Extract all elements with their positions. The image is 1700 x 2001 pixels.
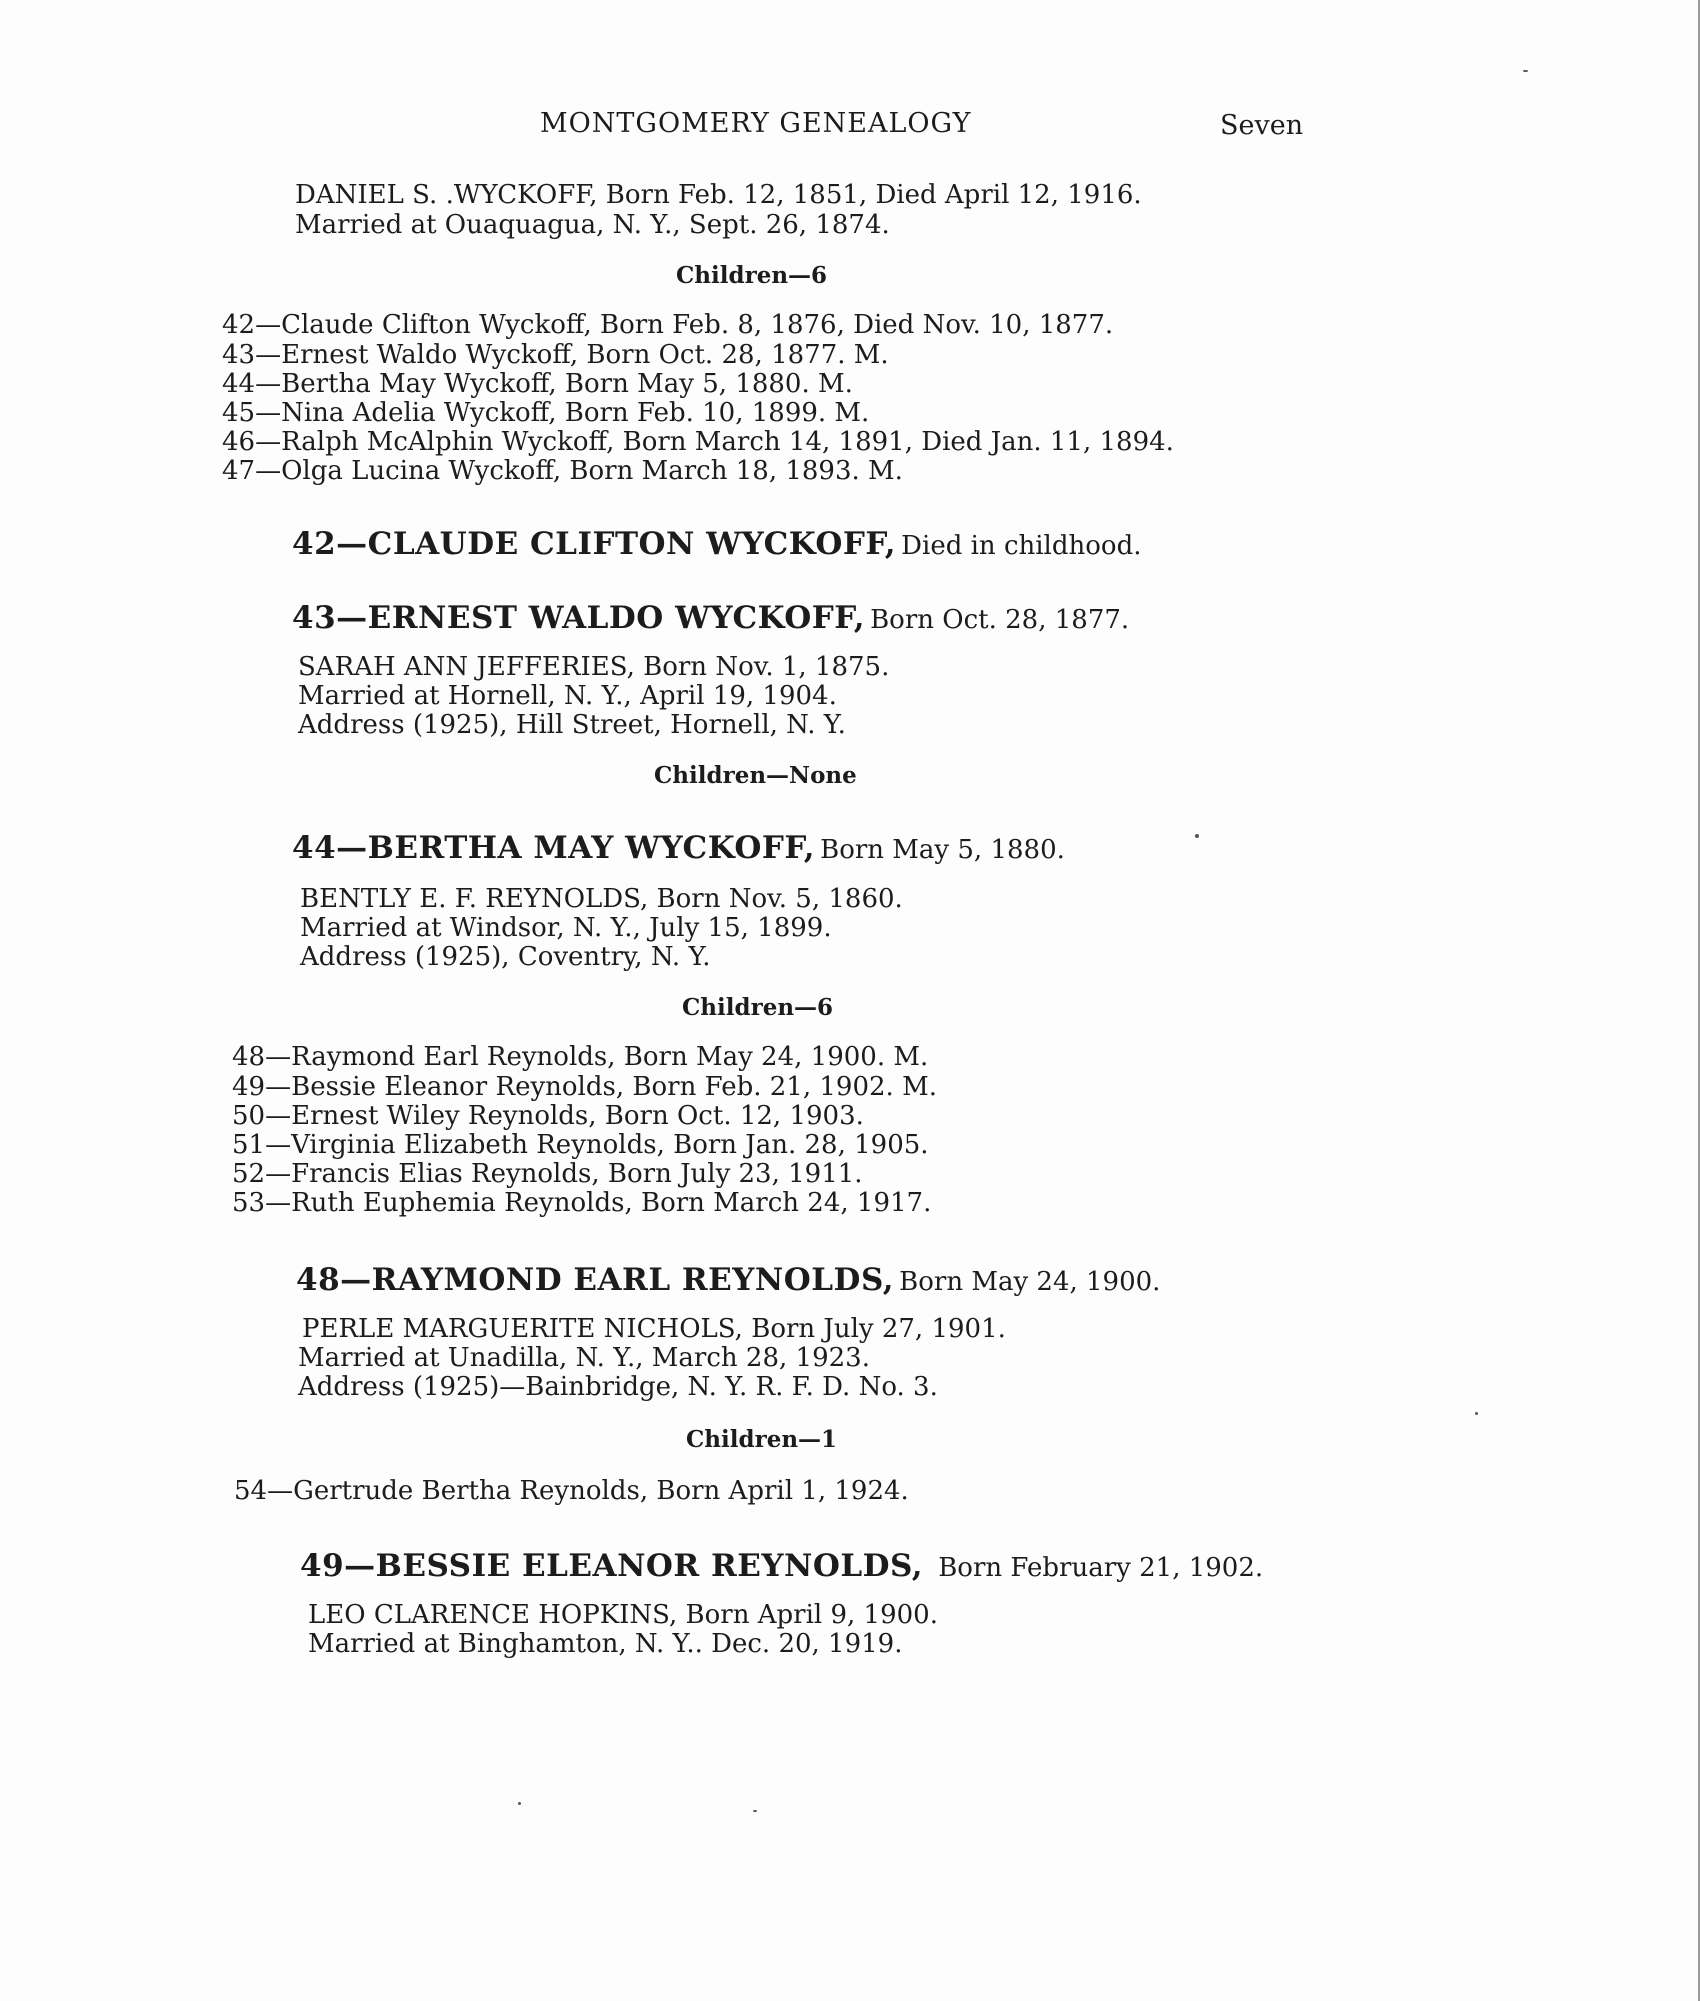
spouse-line: LEO CLARENCE HOPKINS, Born April 9, 1900. (308, 1600, 938, 1630)
entry-heading-48 (296, 1262, 1160, 1298)
entry-name: 48—RAYMOND EARL REYNOLDS, (296, 1262, 895, 1298)
entry-info: Born Oct. 28, 1877. (870, 605, 1130, 635)
entry-name: 43—ERNEST WALDO WYCKOFF, (292, 600, 865, 636)
child-entry: 44—Bertha May Wyckoff, Born May 5, 1880. M. (222, 369, 853, 399)
scan-speck (753, 1810, 757, 1812)
page-header-title: MONTGOMERY GENEALOGY (540, 108, 972, 139)
child-entry: 49—Bessie Eleanor Reynolds, Born Feb. 21, 1902. M. (232, 1072, 937, 1102)
scan-speck (518, 1802, 521, 1805)
child-entry: 47—Olga Lucina Wyckoff, Born March 18, 1893. M. (222, 456, 903, 486)
ernest-children-label: Children—None (654, 762, 857, 789)
bertha-children-label: Children—6 (682, 994, 834, 1021)
entry-heading-44 (292, 830, 1065, 866)
address-line: Address (1925), Coventry, N. Y. (300, 942, 711, 972)
child-entry: 46—Ralph McAlphin Wyckoff, Born March 14, 1891, Died Jan. 11, 1894. (222, 427, 1174, 457)
child-entry: 43—Ernest Waldo Wyckoff, Born Oct. 28, 1877. M. (222, 340, 889, 370)
child-entry: 50—Ernest Wiley Reynolds, Born Oct. 12, 1903. (232, 1101, 864, 1131)
spouse-line: SARAH ANN JEFFERIES, Born Nov. 1, 1875. (298, 652, 890, 682)
entry-info: Born February 21, 1902. (938, 1553, 1264, 1583)
entry-name: 42—CLAUDE CLIFTON WYCKOFF, (292, 526, 897, 562)
daniel-children-label: Children—6 (676, 262, 828, 289)
entry-heading-49 (300, 1548, 1263, 1584)
scan-speck (1195, 834, 1199, 838)
child-entry: 53—Ruth Euphemia Reynolds, Born March 24, 1917. (232, 1188, 932, 1218)
spouse-line: PERLE MARGUERITE NICHOLS, Born July 27, 1901. (302, 1314, 1006, 1344)
raymond-children-label: Children—1 (686, 1426, 838, 1453)
child-entry: 42—Claude Clifton Wyckoff, Born Feb. 8, 1876, Died Nov. 10, 1877. (222, 310, 1114, 340)
entry-heading-42 (292, 526, 1141, 562)
marriage-line: Married at Unadilla, N. Y., March 28, 1923. (298, 1343, 870, 1373)
entry-info: Born May 5, 1880. (820, 835, 1065, 865)
entry-info: Died in childhood. (901, 531, 1142, 561)
child-entry: 51—Virginia Elizabeth Reynolds, Born Jan. 28, 1905. (232, 1130, 929, 1160)
address-line: Address (1925), Hill Street, Hornell, N. Y. (298, 710, 846, 740)
child-entry: 48—Raymond Earl Reynolds, Born May 24, 1900. M. (232, 1042, 929, 1072)
spouse-line: BENTLY E. F. REYNOLDS, Born Nov. 5, 1860. (300, 884, 903, 914)
address-line: Address (1925)—Bainbridge, N. Y. R. F. D. No. 3. (298, 1372, 938, 1402)
daniel-marriage-line: Married at Ouaquagua, N. Y., Sept. 26, 1874. (295, 210, 890, 240)
child-entry: 52—Francis Elias Reynolds, Born July 23, 1911. (232, 1159, 863, 1189)
child-entry: 54—Gertrude Bertha Reynolds, Born April 1, 1924. (234, 1476, 909, 1506)
scan-speck (1523, 70, 1528, 72)
marriage-line: Married at Windsor, N. Y., July 15, 1899. (300, 913, 832, 943)
entry-info: Born May 24, 1900. (899, 1267, 1161, 1297)
child-entry: 45—Nina Adelia Wyckoff, Born Feb. 10, 1899. M. (222, 398, 870, 428)
daniel-birth-line: DANIEL S. .WYCKOFF, Born Feb. 12, 1851, Died April 12, 1916. (295, 180, 1142, 210)
entry-name: 49—BESSIE ELEANOR REYNOLDS, (300, 1548, 924, 1584)
entry-heading-43 (292, 600, 1129, 636)
page-number: Seven (1220, 110, 1304, 141)
marriage-line: Married at Hornell, N. Y., April 19, 1904. (298, 681, 837, 711)
marriage-line: Married at Binghamton, N. Y.. Dec. 20, 1919. (308, 1629, 903, 1659)
scan-speck (1475, 1412, 1478, 1415)
entry-name: 44—BERTHA MAY WYCKOFF, (292, 830, 816, 866)
